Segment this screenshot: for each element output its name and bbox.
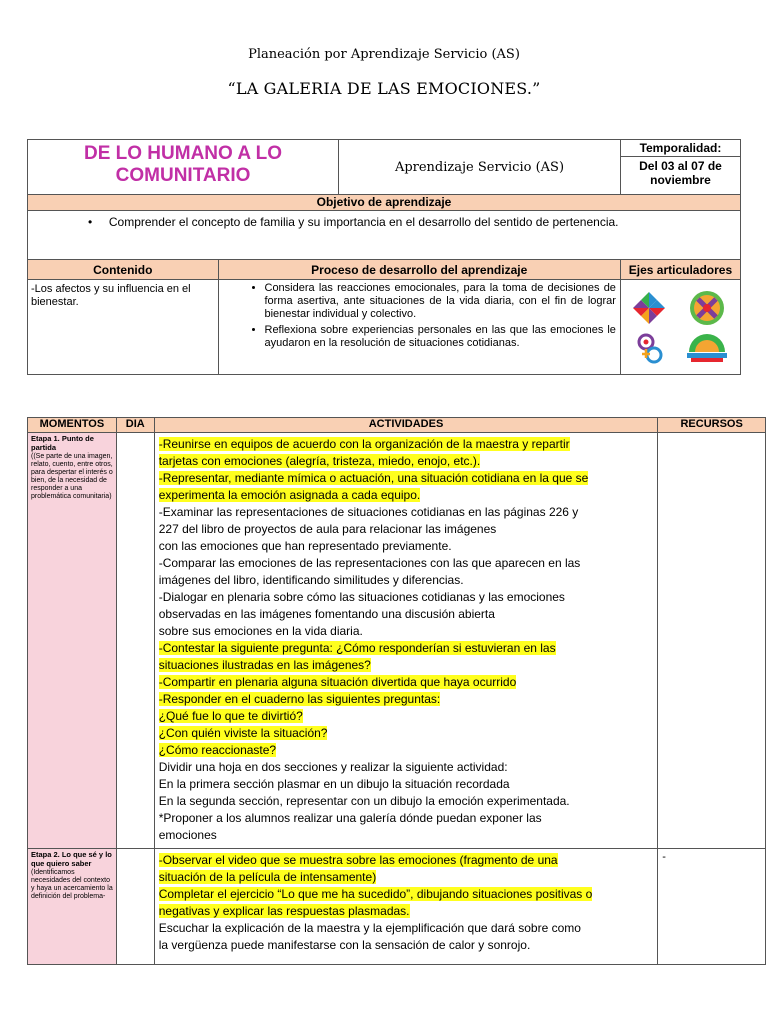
activity-line-text: 227 del libro de proyectos de aula para relacionar las imágenes [158,522,497,536]
activity-line-text: -Examinar las representaciones de situaciones cotidianas en las páginas 226 y [158,505,579,519]
stage2-resources: - [658,849,766,965]
axes-icons [621,280,740,374]
activity-line [159,708,658,725]
activity-line [159,453,658,470]
activity-line [159,470,658,487]
objective-header: Objetivo de aprendizaje [28,195,741,211]
stage1-description: ((Se parte de una imagen, relato, cuento, entre otros, para despertar el interés o bien, de la necesidad de responder a una problemática comunitaria) [31,453,113,500]
activity-line [159,852,658,869]
activity-line-text: ¿Cómo reaccionaste? [158,743,277,757]
activity-line-text: En la primera sección plasmar en un dibujo la situación recordada [158,777,510,791]
activity-line [159,886,658,903]
activity-line [159,640,658,657]
stage2-day [116,849,154,965]
activity-line [159,937,658,954]
activity-line-text: ¿Qué fue lo que te divirtió? [158,709,303,723]
activity-line [159,538,658,555]
stage1-resources [658,433,766,849]
activity-line-text: sobre sus emociones en la vida diaria. [158,624,363,638]
content-text: -Los afectos y su influencia en el bienestar. [31,283,191,308]
temporality-value: Del 03 al 07 de noviembre [639,159,722,187]
activity-line [159,555,658,572]
stage1-activities [154,433,658,849]
activity-line [159,589,658,606]
activity-line-text: emociones [158,828,217,842]
plan-table [27,139,741,375]
stage1-cell [28,433,117,849]
activity-line-text: negativas y explicar las respuestas plasmadas. [158,904,410,918]
activity-line [159,504,658,521]
axes-cell [620,280,740,375]
bullet-icon: • [88,215,93,229]
stage1-day [116,433,154,849]
activities-table [27,417,766,965]
activity-line-text: -Compartir en plenaria alguna situación divertida que haya ocurrido [158,675,517,689]
stage2-label: Etapa 2. Lo que sé y lo que quiero saber [31,850,112,868]
activity-line-text: Escuchar la explicación de la maestra y la ejemplificación que dará sobre como [158,921,581,935]
activity-line [159,487,658,504]
process-header: Proceso de desarrollo del aprendizaje [218,260,620,280]
document-subtitle: Planeación por Aprendizaje Servicio (AS) [248,47,520,62]
activities-header: ACTIVIDADES [154,418,658,433]
activity-line-text: imágenes del libro, identificando similitudes y diferencias. [158,573,464,587]
activity-line-text: tarjetas con emociones (alegría, tristeza, miedo, enojo, etc.). [158,454,481,468]
vida-saludable-icon [687,334,727,362]
activity-line-text: Dividir una hoja en dos secciones y realizar la siguiente actividad: [158,760,508,774]
methodology-label: Aprendizaje Servicio (AS) [339,140,621,195]
content-cell [28,280,219,375]
activity-line-text: En la segunda sección, representar con un dibujo la emoción experimentada. [158,794,570,808]
activity-line [159,674,658,691]
stage2-activities [154,849,658,965]
stage1-label: Etapa 1. Punto de partida [31,434,94,452]
activity-line-text: experimenta la emoción asignada a cada equipo. [158,488,421,502]
activity-line-text: la vergüenza puede manifestarse con la sensación de calor y sonrojo. [158,938,531,952]
activity-line-text: -Observar el video que se muestra sobre las emociones (fragmento de una [158,853,558,867]
activity-line [159,920,658,937]
inclusion-icon [633,292,665,324]
activity-line [159,827,658,844]
interculturalidad-icon [690,291,724,325]
activity-line-text: situaciones ilustradas en las imágenes? [158,658,371,672]
activity-line [159,810,658,827]
activity-line-text: -Contestar la siguiente pregunta: ¿Cómo responderían si estuvieran en las [158,641,556,655]
activity-line [159,436,658,453]
activity-line [159,759,658,776]
activity-line [159,776,658,793]
resources-header: RECURSOS [658,418,766,433]
activity-line [159,903,658,920]
activity-line-text: observadas en las imágenes fomentando una discusión abierta [158,607,495,621]
igualdad-genero-icon [639,335,661,362]
activity-line-text: -Reunirse en equipos de acuerdo con la organización de la maestra y repartir [158,437,570,451]
activity-line-text: ¿Con quién viviste la situación? [158,726,328,740]
activity-line [159,572,658,589]
activity-line-text: -Responder en el cuaderno las siguientes preguntas: [158,692,441,706]
activity-line [159,793,658,810]
activity-line [159,742,658,759]
moments-header: MOMENTOS [28,418,117,433]
activity-line-text: Completar el ejercicio “Lo que me ha sucedido”, dibujando situaciones positivas o [158,887,593,901]
activity-line-text: con las emociones que han representado previamente. [158,539,452,553]
day-header: DIA [116,418,154,433]
activity-line [159,725,658,742]
activity-line [159,869,658,886]
activity-line [159,606,658,623]
content-header: Contenido [28,260,219,280]
document-title: “LA GALERIA DE LAS EMOCIONES.” [227,79,541,98]
stage2-cell [28,849,117,965]
activity-line-text: -Representar, mediante mímica o actuación, una situación cotidiana en la que se [158,471,589,485]
process-item: • Considera las reacciones emocionales, para la toma de decisiones de forma asertiva, ante situaciones de la vida diaria, con el fin de lograr bienestar individual y colectivo. [265,282,616,321]
activity-line [159,691,658,708]
activity-line [159,521,658,538]
process-item: • Reflexiona sobre experiencias personales en las que las emociones le ayudaron en la resolución de situaciones cotidianas. [265,324,616,350]
activity-line-text: *Proponer a los alumnos realizar una galería dónde puedan exponer las [158,811,542,825]
temporality-cell [620,140,740,195]
stage2-description: (Identificamos necesidades del contexto y haya un acercamiento la definición del problema- [31,869,113,900]
axes-header: Ejes articuladores [620,260,740,280]
objective-text: Comprender el concepto de familia y su importancia en el desarrollo del sentido de pertenencia. [108,215,619,229]
temporality-label: Temporalidad: [621,140,740,157]
process-cell [218,280,620,375]
activity-line [159,623,658,640]
field-title: DE LO HUMANO A LO COMUNITARIO [28,140,339,195]
activity-line-text: -Comparar las emociones de las representaciones con las que aparecen en las [158,556,581,570]
activity-line-text: -Dialogar en plenaria sobre cómo las situaciones cotidianas y las emociones [158,590,565,604]
activity-line-text: situación de la película de intensamente) [158,870,377,884]
objective-cell [28,211,741,260]
activity-line [159,657,658,674]
